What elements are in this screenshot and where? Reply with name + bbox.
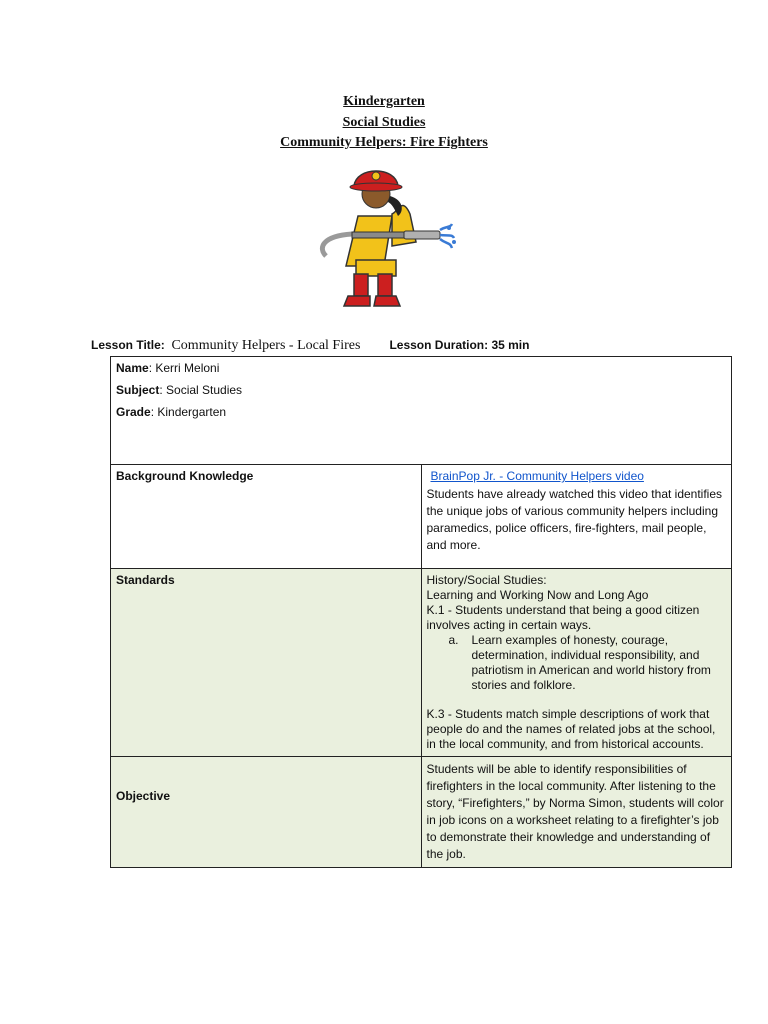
lesson-title-label: Lesson Title: xyxy=(91,338,165,352)
grade-heading: Kindergarten xyxy=(343,94,425,109)
objective-row xyxy=(111,757,732,868)
background-text: Students have already watched this video that identifies the unique jobs of various community helpers including paramedics, police officers, fire-fighters, mail people, and more. xyxy=(426,487,723,552)
standards-cell xyxy=(421,569,732,757)
subject-label: Subject xyxy=(116,383,160,397)
subject-value: : Social Studies xyxy=(159,383,243,397)
lesson-line xyxy=(91,336,529,355)
objective-label-text: Objective xyxy=(116,788,171,803)
lesson-title-value: Community Helpers - Local Fires xyxy=(171,338,361,353)
list-marker: a. xyxy=(448,633,459,647)
background-cell xyxy=(421,465,732,569)
firefighter-clipart-icon xyxy=(312,156,458,310)
grade-value: : Kindergarten xyxy=(150,405,227,419)
standards-label: Standards xyxy=(111,569,422,757)
title-heading: Community Helpers: Fire Fighters xyxy=(280,135,488,150)
lesson-plan-table xyxy=(110,356,732,868)
standards-heading: History/Social Studies: xyxy=(426,573,547,587)
info-row xyxy=(111,357,732,465)
standards-row xyxy=(111,569,732,757)
background-label: Background Knowledge xyxy=(111,465,422,569)
objective-text: Students will be able to identify responsibilities of firefighters in the local community. After listening to the story, “Firefighters,” by Norma Simon, students will color in job icons on a worksheet relating to a firefighter’s job to demonstrate their knowledge and understanding of the job. xyxy=(421,757,732,868)
standard-k1a: Learn examples of honesty, courage, determination, individual responsibility, and patriotism in American and world history from stories and folklore. xyxy=(471,633,711,692)
subject-heading: Social Studies xyxy=(342,115,426,130)
info-cell xyxy=(111,357,732,465)
objective-label xyxy=(111,757,422,868)
grade-label: Grade xyxy=(116,405,151,419)
standard-k3: K.3 - Students match simple descriptions of work that people do and the names of related jobs at the school, in the local community, and from historical accounts. xyxy=(426,707,716,751)
name-label: Name xyxy=(116,361,149,375)
name-value: : Kerri Meloni xyxy=(148,361,220,375)
standard-k1-item xyxy=(427,633,727,693)
lesson-duration: Lesson Duration: 35 min xyxy=(389,338,530,352)
standards-subheading: Learning and Working Now and Long Ago xyxy=(426,588,649,602)
brainpop-video-link[interactable]: BrainPop Jr. - Community Helpers video xyxy=(430,469,644,483)
standard-k1: K.1 - Students understand that being a good citizen involves acting in certain ways. xyxy=(426,603,700,632)
background-row xyxy=(111,465,732,569)
